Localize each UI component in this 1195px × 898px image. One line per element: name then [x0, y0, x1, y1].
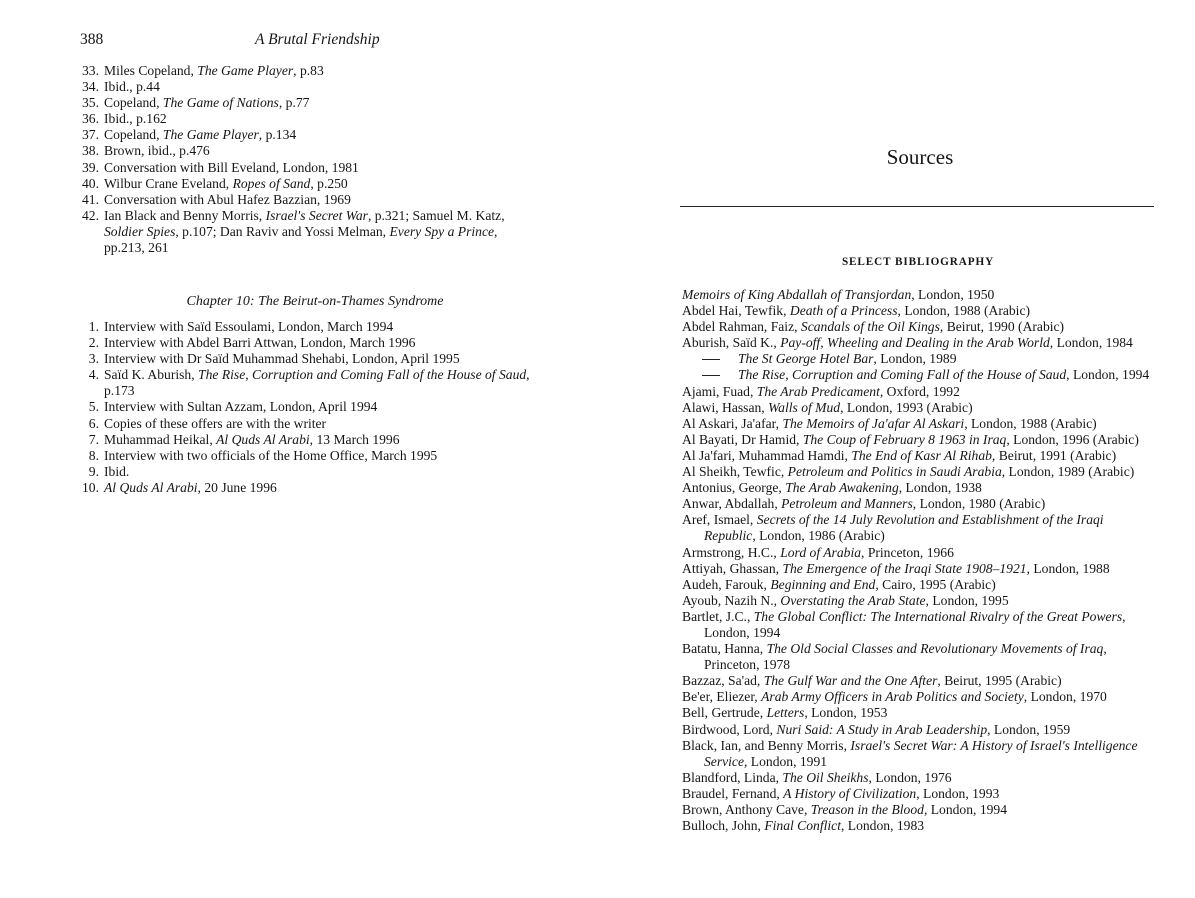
- text-line: [682, 577, 1187, 593]
- italic-title: Service: [704, 753, 744, 769]
- note-number: 36.: [82, 111, 99, 127]
- bibliography-entry: [682, 512, 1187, 544]
- text-line: [104, 399, 550, 415]
- bibliography-entry: [682, 770, 1187, 786]
- note-number: 7.: [88, 431, 99, 447]
- text-segment: , London, 1950: [911, 287, 995, 302]
- text-segment: Black, Ian, and Benny Morris,: [682, 737, 851, 753]
- page-number: 388: [80, 31, 104, 48]
- text-segment: , p.250: [310, 175, 348, 191]
- bibliography-entry: [682, 561, 1187, 577]
- bibliography-entry: [682, 818, 1187, 834]
- note-item: [80, 399, 550, 415]
- bibliography-entry: [682, 786, 1187, 802]
- text-segment: , Princeton, 1966: [861, 544, 954, 560]
- text-line: [682, 528, 1187, 544]
- italic-title: Israel's Secret War: [265, 207, 368, 223]
- note-item: [80, 176, 550, 192]
- text-segment: Ajami, Fuad,: [682, 383, 757, 399]
- italic-title: The Rise, Corruption and Coming Fall of the House of Saud: [738, 367, 1067, 383]
- text-segment: Interview with two officials of the Home Office, March 1995: [104, 447, 438, 463]
- text-segment: , London, 1991: [744, 753, 828, 769]
- italic-title: The Global Conflict: The International Rivalry of the Great Powers: [753, 608, 1123, 624]
- bibliography-entry: [682, 287, 1187, 303]
- text-segment: , London, 1984: [1049, 335, 1133, 351]
- italic-title: The Arab Predicament: [756, 383, 880, 399]
- note-number: 39.: [82, 159, 99, 175]
- text-line: [104, 464, 550, 480]
- text-segment: Copeland,: [104, 127, 163, 143]
- text-segment: Braudel, Fernand,: [682, 785, 784, 801]
- bibliography-entry: [682, 464, 1187, 480]
- text-line: [104, 351, 550, 367]
- italic-title: The End of Kasr Al Rihab: [851, 447, 992, 463]
- italic-title: The Old Social Classes and Revolutionary Movements of Iraq: [766, 641, 1104, 657]
- text-segment: Anwar, Abdallah,: [682, 496, 782, 512]
- italic-title: The Arab Awakening: [785, 480, 899, 496]
- text-line: [104, 192, 550, 208]
- text-segment: , p.321; Samuel M. Katz,: [367, 207, 505, 223]
- italic-title: Petroleum and Manners: [781, 496, 913, 512]
- note-item: [80, 208, 550, 256]
- note-number: 8.: [88, 447, 99, 463]
- text-segment: ,: [526, 367, 530, 383]
- text-segment: ,: [1122, 608, 1126, 624]
- italic-title: The Emergence of the Iraqi State 1908–1921: [782, 560, 1027, 576]
- italic-title: Walls of Mud: [768, 399, 841, 415]
- text-segment: , Beirut, 1991 (Arabic): [991, 447, 1117, 463]
- text-segment: , London, 1996 (Arabic): [1006, 431, 1139, 447]
- text-line: [104, 160, 550, 176]
- text-segment: Bartlet, J.C.,: [682, 608, 754, 624]
- italic-title: Israel's Secret War: A History of Israel's Intelligence: [850, 737, 1138, 753]
- text-segment: Al Sheikh, Tewfic,: [682, 464, 788, 480]
- note-number: 5.: [88, 399, 99, 415]
- text-segment: , London, 1994: [1066, 367, 1150, 383]
- text-segment: , p.77: [278, 95, 310, 111]
- note-item: [80, 480, 550, 496]
- note-number: 37.: [82, 127, 99, 143]
- note-number: 33.: [82, 63, 99, 78]
- bibliography-entry: [682, 432, 1187, 448]
- text-segment: Be'er, Eliezer,: [682, 689, 762, 705]
- italic-title: Letters: [766, 705, 805, 721]
- text-segment: , London, 1989: [873, 351, 957, 367]
- text-segment: Armstrong, H.C.,: [682, 544, 781, 560]
- bibliography-list: [682, 287, 1187, 834]
- bibliography-entry: [682, 351, 1187, 367]
- text-line: [682, 512, 1187, 528]
- italic-title: Memoirs of King Abdallah of Transjordan: [682, 287, 912, 302]
- text-line: [104, 335, 550, 351]
- text-segment: , London, 1993: [916, 785, 1000, 801]
- ditto-dash: [702, 359, 720, 360]
- text-line: [104, 448, 550, 464]
- text-line: [104, 319, 550, 335]
- text-segment: , London, 1953: [804, 705, 888, 721]
- sources-title: Sources: [886, 145, 954, 169]
- text-line: [682, 480, 1187, 496]
- text-segment: Bazzaz, Sa'ad,: [682, 673, 764, 689]
- text-segment: Miles Copeland,: [104, 63, 198, 78]
- text-line: [682, 770, 1187, 786]
- title-rule: [680, 206, 1154, 207]
- bibliography-entry: [682, 367, 1187, 383]
- note-number: 2.: [88, 335, 99, 351]
- bibliography-entry: [682, 400, 1187, 416]
- text-segment: Copeland,: [104, 95, 163, 111]
- italic-title: Lord of Arabia: [780, 544, 862, 560]
- text-line: [104, 480, 550, 496]
- note-number: 34.: [82, 79, 99, 95]
- text-segment: Abdel Hai, Tewfik,: [682, 303, 790, 319]
- text-segment: , London, 1983: [840, 818, 925, 834]
- bibliography-entry: [682, 496, 1187, 512]
- notes-chapter-10: [80, 319, 550, 496]
- text-segment: Al Bayati, Dr Hamid,: [682, 431, 803, 447]
- note-number: 4.: [88, 367, 99, 383]
- italic-title: Nuri Said: A Study in Arab Leadership: [776, 721, 988, 737]
- text-line: [682, 625, 1187, 641]
- text-line: [104, 176, 550, 192]
- text-line: [682, 400, 1187, 416]
- text-line: [682, 384, 1187, 400]
- italic-title: Republic: [704, 528, 753, 544]
- text-segment: , 20 June 1996: [197, 479, 277, 495]
- text-segment: , London, 1994: [923, 802, 1008, 817]
- text-line: [104, 79, 550, 95]
- note-number: 3.: [88, 351, 99, 367]
- text-line: [682, 432, 1187, 448]
- text-line: [682, 561, 1187, 577]
- bibliography-entry: [682, 641, 1187, 673]
- notes-chapter-9: [80, 63, 550, 256]
- note-item: [80, 351, 550, 367]
- italic-title: The Game Player: [162, 127, 259, 143]
- bibliography-entry: [682, 480, 1187, 496]
- bibliography-entry: [682, 577, 1187, 593]
- text-segment: , London, 1988 (Arabic): [964, 415, 1097, 431]
- text-line: [104, 95, 550, 111]
- text-line: [682, 303, 1187, 319]
- text-segment: Bulloch, John,: [682, 818, 765, 834]
- text-segment: , Oxford, 1992: [879, 383, 960, 399]
- text-segment: , London, 1970: [1023, 689, 1107, 705]
- italic-title: The St George Hotel Bar: [738, 351, 874, 367]
- text-segment: Attiyah, Ghassan,: [682, 560, 783, 576]
- text-segment: , p.107; Dan Raviv and Yossi Melman,: [175, 223, 390, 239]
- ditto-dash: [702, 375, 720, 376]
- text-line: [104, 432, 550, 448]
- italic-title: Death of a Princess: [789, 303, 898, 319]
- text-segment: , Beirut, 1995 (Arabic): [937, 673, 1062, 689]
- text-segment: , Beirut, 1990 (Arabic): [939, 319, 1065, 335]
- italic-title: Al Quds Al Arabi: [104, 479, 198, 495]
- bibliography-entry: [682, 738, 1187, 770]
- italic-title: A History of Civilization: [783, 785, 917, 801]
- text-segment: Brown, ibid., p.476: [104, 143, 210, 159]
- text-segment: , London, 1938: [898, 480, 982, 496]
- italic-title: The Oil Sheikhs: [782, 769, 869, 785]
- bibliography-entry: [682, 384, 1187, 400]
- text-segment: , London, 1980 (Arabic): [912, 496, 1046, 512]
- italic-title: Beginning and End: [770, 576, 876, 592]
- note-item: [80, 416, 550, 432]
- text-line: [104, 111, 550, 127]
- note-item: [80, 63, 550, 79]
- text-segment: Conversation with Bill Eveland, London, 1981: [104, 159, 359, 175]
- text-segment: Copies of these offers are with the writer: [104, 415, 327, 431]
- text-segment: Princeton, 1978: [704, 657, 791, 673]
- italic-title: Petroleum and Politics in Saudi Arabia: [787, 464, 1002, 480]
- text-segment: Ibid., p.162: [104, 111, 167, 127]
- note-item: [80, 95, 550, 111]
- text-segment: Batatu, Hanna,: [682, 641, 767, 657]
- text-segment: Audeh, Farouk,: [682, 576, 771, 592]
- italic-title: The Gulf War and the One After: [763, 673, 938, 689]
- text-segment: Conversation with Abul Hafez Bazzian, 1969: [104, 191, 351, 207]
- text-segment: Interview with Sultan Azzam, London, April 1994: [104, 399, 378, 415]
- text-line: [104, 383, 550, 399]
- text-segment: , London, 1959: [987, 721, 1071, 737]
- italic-title: Soldier Spies: [104, 223, 176, 239]
- text-line: [104, 143, 550, 159]
- text-segment: , 13 March 1996: [309, 431, 400, 447]
- note-item: [80, 160, 550, 176]
- italic-title: Al Quds Al Arabi: [216, 431, 310, 447]
- italic-title: Arab Army Officers in Arab Politics and Society: [761, 689, 1024, 705]
- chapter-heading: Chapter 10: The Beirut-on-Thames Syndrome: [186, 294, 444, 309]
- text-segment: Wilbur Crane Eveland,: [104, 175, 233, 191]
- bibliography-entry: [682, 689, 1187, 705]
- italic-title: The Game of Nations: [162, 95, 279, 111]
- text-line: [104, 63, 550, 79]
- text-segment: Brown, Anthony Cave,: [682, 802, 811, 817]
- text-line: [682, 367, 1187, 383]
- italic-title: Ropes of Sand: [232, 175, 311, 191]
- italic-title: The Memoirs of Ja'afar Al Askari: [782, 415, 965, 431]
- text-segment: Blandford, Linda,: [682, 769, 783, 785]
- text-line: [104, 208, 550, 224]
- text-segment: Antonius, George,: [682, 480, 786, 496]
- text-segment: Abdel Rahman, Faiz,: [682, 319, 801, 335]
- bibliography-entry: [682, 335, 1187, 351]
- right-page: [598, 0, 1195, 898]
- text-line: [682, 335, 1187, 351]
- text-segment: Muhammad Heikal,: [104, 431, 217, 447]
- note-item: [80, 367, 550, 399]
- note-number: 42.: [82, 207, 99, 223]
- text-line: [682, 464, 1187, 480]
- italic-title: Secrets of the 14 July Revolution and Establishment of the Iraqi: [756, 512, 1104, 528]
- note-item: [80, 192, 550, 208]
- text-line: [104, 127, 550, 143]
- text-line: [682, 351, 1187, 367]
- text-segment: , p.134: [258, 127, 297, 143]
- note-item: [80, 319, 550, 335]
- text-segment: ,: [1103, 641, 1107, 657]
- italic-title: Final Conflict: [764, 818, 841, 834]
- italic-title: Scandals of the Oil Kings: [800, 319, 940, 335]
- italic-title: The Game Player: [197, 63, 294, 78]
- italic-title: Treason in the Blood: [810, 802, 924, 817]
- running-title: A Brutal Friendship: [255, 31, 380, 48]
- text-segment: pp.213, 261: [104, 240, 169, 256]
- text-segment: Alawi, Hassan,: [682, 399, 769, 415]
- text-segment: Aburish, Saïd K.,: [682, 335, 781, 351]
- bibliography-entry: [682, 609, 1187, 641]
- text-segment: Interview with Dr Saïd Muhammad Shehabi, London, April 1995: [104, 351, 460, 367]
- text-segment: Al Ja'fari, Muhammad Hamdi,: [682, 447, 852, 463]
- text-line: [682, 705, 1187, 721]
- text-segment: Ayoub, Nazih N.,: [682, 592, 781, 608]
- text-line: [682, 657, 1187, 673]
- note-item: [80, 335, 550, 351]
- text-line: [682, 545, 1187, 561]
- text-line: [682, 287, 1187, 303]
- text-line: [682, 802, 1187, 818]
- text-segment: , London, 1986 (Arabic): [752, 528, 885, 544]
- text-segment: , p.83: [293, 63, 324, 78]
- text-segment: Al Askari, Ja'afar,: [682, 415, 783, 431]
- bibliography-entry: [682, 705, 1187, 721]
- text-segment: , London, 1976: [868, 769, 952, 785]
- bibliography-entry: [682, 802, 1187, 818]
- text-segment: Birdwood, Lord,: [682, 721, 777, 737]
- text-segment: Ian Black and Benny Morris,: [104, 207, 266, 223]
- text-line: [104, 224, 550, 240]
- italic-title: Overstating the Arab State: [780, 592, 926, 608]
- note-item: [80, 464, 550, 480]
- text-line: [682, 416, 1187, 432]
- text-line: [104, 367, 550, 383]
- note-number: 38.: [82, 143, 99, 159]
- text-segment: Bell, Gertrude,: [682, 705, 767, 721]
- text-segment: Interview with Saïd Essoulami, London, March 1994: [104, 319, 394, 334]
- text-line: [682, 673, 1187, 689]
- bibliography-heading: SELECT BIBLIOGRAPHY: [841, 256, 995, 268]
- text-segment: Aref, Ismael,: [682, 512, 757, 528]
- text-line: [682, 319, 1187, 335]
- text-segment: Ibid.: [104, 463, 130, 479]
- bibliography-entry: [682, 593, 1187, 609]
- note-number: 40.: [82, 175, 99, 191]
- text-line: [682, 689, 1187, 705]
- bibliography-entry: [682, 673, 1187, 689]
- text-line: [104, 240, 550, 256]
- text-segment: , Cairo, 1995 (Arabic): [875, 576, 996, 592]
- text-line: [682, 754, 1187, 770]
- text-line: [682, 818, 1187, 834]
- text-segment: Interview with Abdel Barri Attwan, London, March 1996: [104, 335, 416, 351]
- note-item: [80, 79, 550, 95]
- text-segment: , London, 1989 (Arabic): [1001, 464, 1135, 480]
- text-segment: p.173: [104, 383, 135, 399]
- note-number: 10.: [82, 479, 99, 495]
- note-item: [80, 111, 550, 127]
- italic-title: The Rise, Corruption and Coming Fall of the House of Saud: [198, 367, 527, 383]
- italic-title: Pay-off, Wheeling and Dealing in the Arab World: [780, 335, 1050, 351]
- bibliography-entry: [682, 545, 1187, 561]
- text-line: [682, 593, 1187, 609]
- text-segment: London, 1994: [704, 624, 781, 640]
- note-number: 1.: [88, 319, 99, 334]
- text-line: [682, 448, 1187, 464]
- note-item: [80, 448, 550, 464]
- text-line: [682, 786, 1187, 802]
- text-segment: ,: [494, 223, 498, 239]
- note-item: [80, 127, 550, 143]
- text-line: [682, 641, 1187, 657]
- bibliography-entry: [682, 416, 1187, 432]
- text-line: [682, 496, 1187, 512]
- text-line: [682, 738, 1187, 754]
- text-line: [104, 416, 550, 432]
- note-number: 9.: [88, 463, 99, 479]
- bibliography-entry: [682, 448, 1187, 464]
- running-head: [80, 31, 550, 51]
- note-number: 6.: [88, 415, 99, 431]
- text-segment: , London, 1995: [925, 592, 1009, 608]
- bibliography-entry: [682, 722, 1187, 738]
- note-item: [80, 143, 550, 159]
- italic-title: Every Spy a Prince: [389, 223, 495, 239]
- bibliography-entry: [682, 303, 1187, 319]
- text-line: [682, 609, 1187, 625]
- text-segment: Saïd K. Aburish,: [104, 367, 199, 383]
- note-number: 41.: [82, 191, 99, 207]
- note-number: 35.: [82, 95, 99, 111]
- text-line: [682, 722, 1187, 738]
- bibliography-entry: [682, 319, 1187, 335]
- text-segment: Ibid., p.44: [104, 79, 160, 95]
- text-segment: , London, 1993 (Arabic): [840, 399, 973, 415]
- note-item: [80, 432, 550, 448]
- text-segment: , London, 1988: [1026, 560, 1110, 576]
- italic-title: The Coup of February 8 1963 in Iraq: [802, 431, 1007, 447]
- text-segment: , London, 1988 (Arabic): [897, 303, 1031, 319]
